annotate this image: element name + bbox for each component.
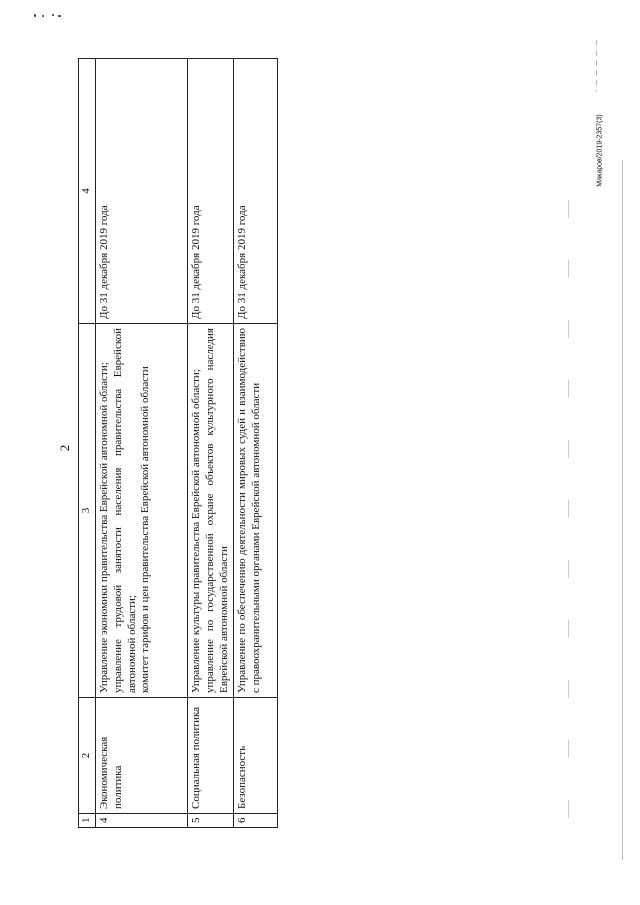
- deadline: До 31 декабря 2019 года: [188, 59, 234, 324]
- responsible-line: управление по государственной охране объектов культурного наследия Еврейской автономной области: [203, 328, 230, 693]
- table-row: [234, 59, 278, 828]
- row-number: 5: [188, 814, 234, 828]
- table-row: [188, 59, 234, 828]
- responsibility-table: [78, 58, 278, 828]
- header-cell: 1: [79, 814, 96, 828]
- header-cell: 2: [79, 698, 96, 814]
- policy-area: Социальная политика: [188, 698, 234, 814]
- row-number: 4: [96, 814, 188, 828]
- responsible-line: Управление экономики правительства Еврейской автономной области;: [98, 362, 110, 693]
- responsible-bodies: [96, 324, 188, 698]
- deadline: До 31 декабря 2019 года: [234, 59, 278, 324]
- scan-speck: [42, 15, 44, 17]
- scan-edge-line: [568, 200, 569, 820]
- header-cell: 3: [79, 324, 96, 698]
- table-row: [96, 59, 188, 828]
- deadline: До 31 декабря 2019 года: [96, 59, 188, 324]
- responsible-line: управление трудовой занятости населения правительства Еврейской автономной области;: [111, 328, 138, 693]
- responsible-line: комитет тарифов и цен правительства Еврейской автономной области: [139, 366, 152, 693]
- page-number: 2: [57, 444, 72, 452]
- scan-edge-line: [622, 160, 623, 860]
- scan-speck: [58, 15, 61, 17]
- document-stamp: [594, 98, 606, 208]
- header-cell: 4: [79, 59, 96, 324]
- policy-area: Экономическая политика: [96, 698, 188, 814]
- scan-speck: [52, 14, 54, 16]
- stamp-text: Макаров/2019-2357(3): [596, 114, 604, 187]
- row-number: 6: [234, 814, 278, 828]
- policy-area: Безопасность: [234, 698, 278, 814]
- responsible-bodies: [188, 324, 234, 698]
- table-header-row: [79, 59, 96, 828]
- scan-speck: [34, 14, 36, 17]
- responsible-line: Управление по обеспечению деятельности мировых судей и взаимодействию с правоохранительными органами Еврейской автономной области: [236, 328, 262, 693]
- scan-edge-mark: [596, 40, 597, 92]
- responsible-bodies: [234, 324, 278, 698]
- responsible-line: Управление культуры правительства Еврейской автономной области;: [190, 369, 202, 693]
- rotated-table-wrapper: [78, 58, 280, 828]
